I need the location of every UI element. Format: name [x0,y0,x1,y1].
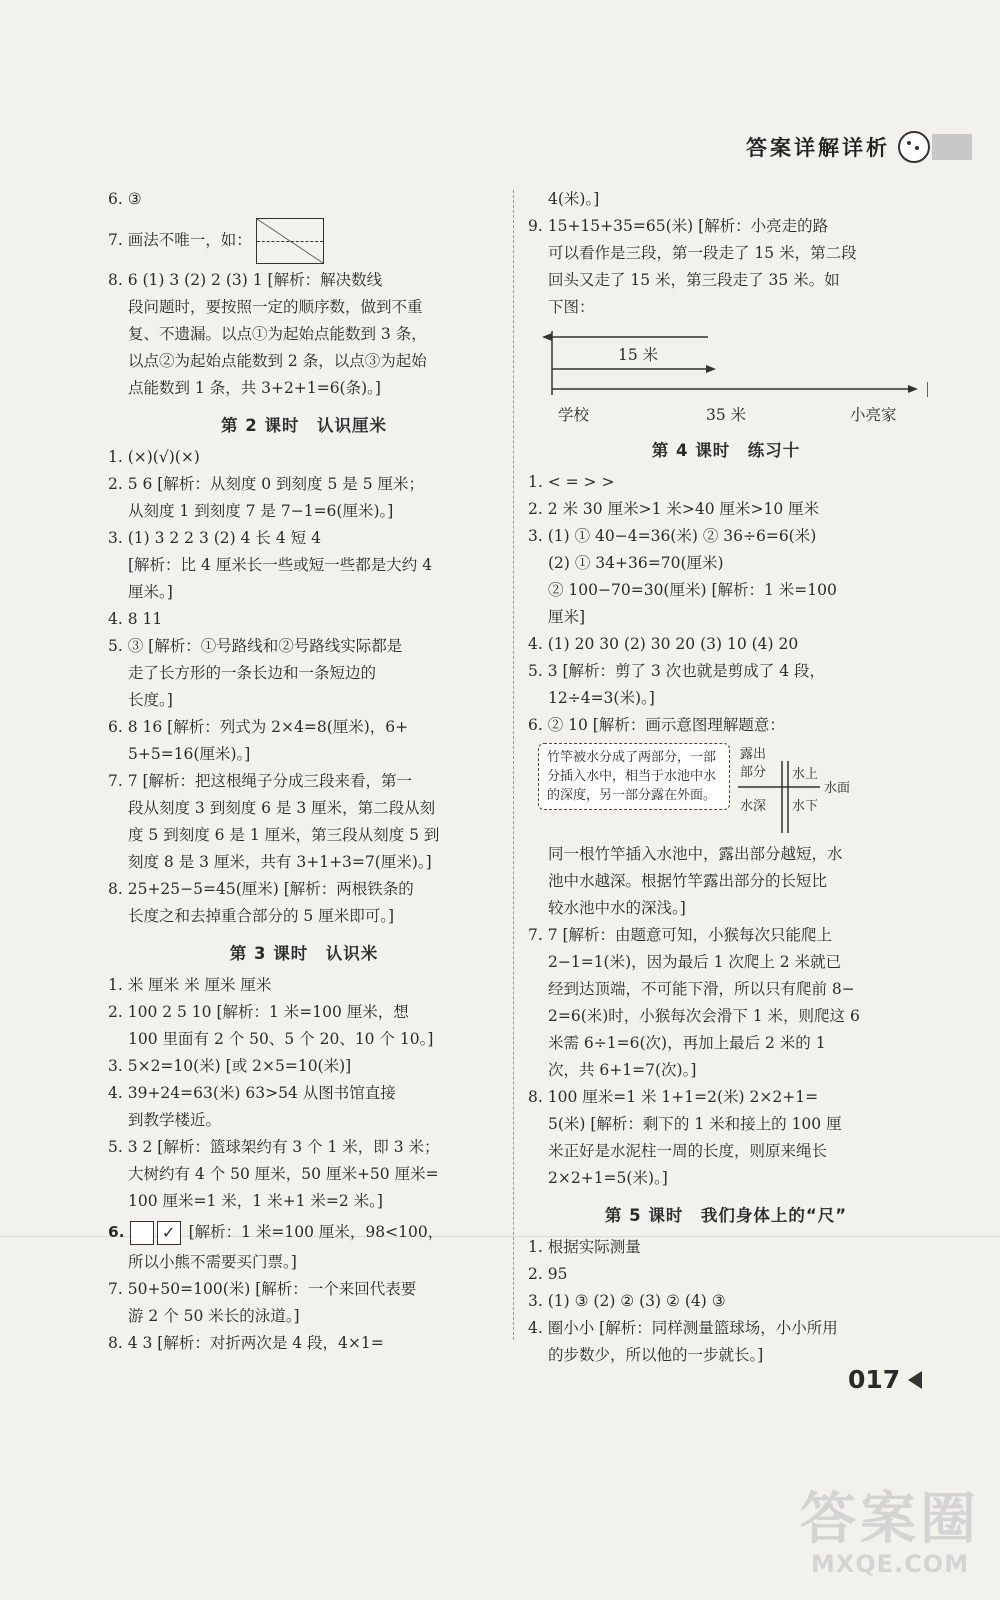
answer-line: 100 里面有 2 个 50、5 个 20、10 个 10。] [128,1030,434,1048]
answer-line: 2. 5 6 [解析：从刻度 0 到刻度 5 是 5 厘米； [108,475,424,493]
label-exposed: 露出 [740,747,767,762]
diagram-label-school: 学校 [558,406,590,424]
answer-line: 2−1=1(米)，因为最后 1 次爬上 2 米就已 [548,953,842,971]
answer-line: 12÷4=3(米)。] [548,689,655,707]
answer-line: 次，共 6+1=7(次)。] [548,1061,697,1079]
page-number-text: 017 [848,1365,901,1394]
water-depth-diagram [538,743,924,835]
answer-line: ② 100−70=30(厘米) [解析：1 米=100 [548,581,837,599]
answer-line: 3. (1) ① 40−4=36(米) ② 36÷6=6(米) [528,527,817,545]
answer-line: 回头又走了 15 米，第三段走了 35 米。如 [548,271,840,289]
answer-line: 厘米。] [128,583,173,601]
answer-line: (2) ① 34+36=70(厘米) [548,554,724,572]
answer-line: 6. ③ [108,190,142,208]
label-part: 部分 [740,765,767,780]
answer-line: 4. 圈小小 [解析：同样测量篮球场，小小所用 [528,1319,838,1337]
answer-line: 经到达顶端，不可能下滑，所以只有爬前 8− [548,980,855,998]
answer-line: 厘米] [548,608,586,626]
answer-line: 走了长方形的一条长边和一条短边的 [128,664,377,682]
answer-text: [解析：1 米=100 厘米，98<100， [188,1223,444,1241]
answer-line: 8. 4 3 [解析：对折两次是 4 段，4×1= [108,1334,384,1352]
answer-line: 2×2+1=5(米)。] [548,1169,668,1187]
watermark-url: MXQE.COM [810,1550,970,1578]
answer-line: 8. 6 (1) 3 (2) 2 (3) 1 [解析：解决数线 [108,271,383,289]
column-divider [513,190,514,1340]
triangle-left-icon [908,1371,922,1389]
empty-answer-box [130,1221,154,1245]
answer-line: 的步数少，所以他的一步就长。] [548,1346,764,1364]
lesson-heading: 第 5 课时 我们身体上的“尺” [604,1206,848,1225]
answer-line: 8. 25+25−5=45(厘米) [解析：两根铁条的 [108,880,414,898]
diagram-label-home: 小亮家 [850,406,897,424]
answer-line: 4. (1) 20 30 (2) 30 20 (3) 10 (4) 20 [528,635,799,653]
lesson-heading: 第 4 课时 练习十 [651,441,801,460]
answer-line-with-boxes [108,1215,500,1249]
answer-line: 1. (×)(√)(×) [108,448,200,466]
answer-line: 长度。] [128,691,173,709]
answer-line: 所以小熊不需要买门票。] [128,1253,297,1271]
answer-line: 从刻度 1 到刻度 7 是 7−1=6(厘米)。] [128,502,394,520]
explanation-box: 竹竿被水分成了两部分，一部分插入水中，相当于水池中水的深度，另一部分露在外面。 [538,743,730,810]
page-header [746,128,972,166]
answer-line: 到教学楼近。 [128,1111,222,1129]
answer-line: [解析：比 4 厘米长一些或短一些都是大约 4 [128,556,433,574]
answer-line: 点能数到 1 条，共 3+2+1=6(条)。] [128,379,381,397]
page-number [848,1365,922,1394]
lesson-heading: 第 2 课时 认识厘米 [221,416,387,435]
answer-line: 下图： [548,298,595,316]
answer-line: 7. 50+50=100(米) [解析：一个来回代表要 [108,1280,417,1298]
watermark-logo-text: 答案圈 [800,1487,980,1552]
answer-line: 度 5 到刻度 6 是 1 厘米，第三段从刻度 5 到 [128,826,440,844]
answer-line: 4. 39+24=63(米) 63>54 从图书馆直接 [108,1084,396,1102]
face-icon [898,131,930,163]
diagram-label-15m: 15 米 [618,346,659,364]
answer-line: 米需 6÷1=6(次)，再加上最后 2 米的 1 [548,1034,826,1052]
answer-line: 3. (1) ③ (2) ② (3) ② (4) ③ [528,1292,726,1310]
answer-line: 5. 3 2 [解析：篮球架约有 3 个 1 米，即 3 米； [108,1138,440,1156]
diagram-label-35m: 35 米 [706,406,747,424]
label-below-water: 水下 [792,799,819,814]
answer-line: 5+5=16(厘米)。] [128,745,251,763]
lesson-heading: 第 3 课时 认识米 [229,944,379,963]
header-title: 答案详解详析 [746,136,890,160]
answer-line: 游 2 个 50 米长的泳道。] [128,1307,300,1325]
answer-line: 3. 5×2=10(米) [或 2×5=10(米)] [108,1057,352,1075]
answer-line: 以点②为起始点能数到 2 条，以点③为起始 [128,352,427,370]
square-division-figure [256,218,324,264]
answer-number: 6. [108,1223,125,1241]
answer-line: 段从刻度 3 到刻度 6 是 3 厘米，第二段从刻 [128,799,436,817]
answer-line: 段问题时，要按照一定的顺序数，做到不重 [128,298,423,316]
answer-line: 5. ③ [解析：①号路线和②号路线实际都是 [108,637,403,655]
answer-line: 9. 15+15+35=65(米) [解析：小亮走的路 [528,217,829,235]
answer-line: 2. 100 2 5 10 [解析：1 米=100 厘米，想 [108,1003,409,1021]
answer-line: 6. ② 10 [解析：画示意图理解题意： [528,716,785,734]
answer-line: 4. 8 11 [108,610,163,628]
label-water-depth: 水深 [740,799,767,814]
header-tab-decoration [932,134,972,160]
check-icon: ✓ [157,1221,181,1245]
answer-line: 5. 3 [解析：剪了 3 次也就是剪成了 4 段， [528,662,825,680]
answer-line: 1. 根据实际测量 [528,1238,641,1256]
right-column [528,186,924,1369]
answer-line: 复、不遗漏。以点①为起始点能数到 3 条， [128,325,427,343]
answer-line: 3. (1) 3 2 2 3 (2) 4 长 4 短 4 [108,529,321,547]
answer-line: 可以看作是三段，第一段走了 15 米，第二段 [548,244,857,262]
answer-line: 1. 米 厘米 米 厘米 厘米 [108,976,272,994]
answer-line: 同一根竹竿插入水池中，露出部分越短，水 [548,845,843,863]
answer-text: 7. 画法不唯一，如： [108,231,252,249]
answer-line: 米正好是水泥柱一周的长度，则原来绳长 [548,1142,828,1160]
answer-line: 较水池中水的深浅。] [548,899,686,917]
answer-line: 2=6(米)时，小猴每次会滑下 1 米，则爬这 6 [548,1007,860,1025]
answer-line: 100 厘米=1 米，1 米+1 米=2 米。] [128,1192,383,1210]
answer-line: 8. 100 厘米=1 米 1+1=2(米) 2×2+1= [528,1088,819,1106]
pole-water-figure [738,743,888,835]
answer-line: 刻度 8 是 3 厘米，共有 3+1+3=7(厘米)。] [128,853,432,871]
watermark [800,1487,980,1578]
answer-line: 4(米)。] [548,190,600,208]
answer-line: 池中水越深。根据竹竿露出部分的长短比 [548,872,828,890]
answer-line: 7. 7 [解析：把这根绳子分成三段来看，第一 [108,772,413,790]
answer-line-with-figure [108,213,500,267]
answer-line: 1. < = > > [528,473,615,491]
answer-line: 2. 2 米 30 厘米>1 米>40 厘米>10 厘米 [528,500,820,518]
answer-line: 7. 7 [解析：由题意可知，小猴每次只能爬上 [528,926,833,944]
answer-line: 大树约有 4 个 50 厘米，50 厘米+50 厘米= [128,1165,439,1183]
answer-line: 5(米) [解析：剩下的 1 米和接上的 100 厘 [548,1115,842,1133]
walking-path-diagram [528,327,928,427]
answer-line: 长度之和去掉重合部分的 5 厘米即可。] [128,907,395,925]
answer-line: 6. 8 16 [解析：列式为 2×4=8(厘米)，6+ [108,718,409,736]
label-above-water: 水上 [792,767,819,782]
answer-line: 2. 95 [528,1265,568,1283]
label-water-surface: 水面 [824,781,851,796]
left-column [108,186,500,1357]
